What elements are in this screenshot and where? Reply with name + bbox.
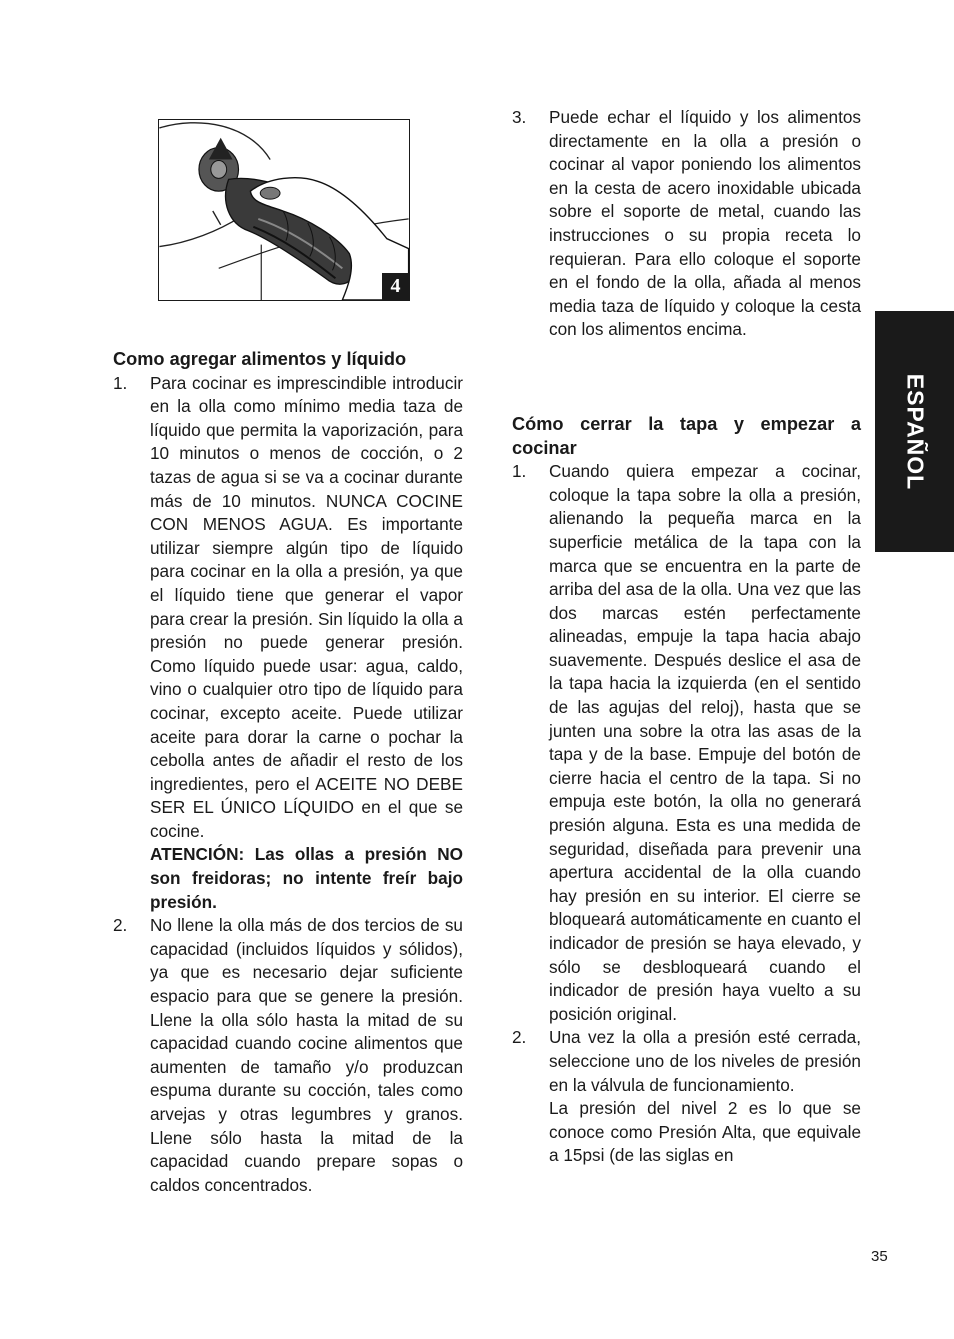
add-food-steps [113, 372, 463, 1198]
step-number: 2. [512, 1027, 527, 1048]
page-number: 35 [871, 1248, 888, 1265]
language-tab-label: ESPAÑOL [902, 373, 928, 490]
step-text: Puede echar el líquido y los alimentos directamente en la olla a presión o cocinar al vapor poniendo los alimentos en la cesta de acero inoxidable ubicada sobre el soporte de metal, cuando las instrucciones o su propia receta lo requieran. Para ello coloque el soporte en el fondo de la olla, añada al menos media taza de líquido y coloque la cesta con los alimentos encima. [549, 107, 861, 340]
right-column [512, 106, 861, 1168]
language-tab [875, 311, 954, 552]
step-extra-text: La presión del nivel 2 es lo que se conoce como Presión Alta, que equivale a 15psi (de las siglas en [549, 1098, 861, 1166]
step-number: 1. [512, 461, 527, 482]
left-column [113, 348, 463, 1197]
list-item [512, 1026, 861, 1168]
step-number: 1. [113, 372, 128, 393]
list-item [113, 372, 463, 915]
figure-number: 4 [382, 273, 409, 300]
step-number: 2. [113, 915, 128, 936]
step-text: Cuando quiera empezar a cocinar, coloque la tapa sobre la olla a presión, alienando la pequeña marca en la superficie metálica de la tapa con la marca que se encuentra en la parte de arriba del asa de la olla. Una vez que las dos marcas estén perfectamente alineadas, empuje la tapa hacia abajo suavemente. Después deslice el asa de la tapa hacia la izquierda (en el sentido de las agujas del reloj), hasta que se junten una sobre la otra las asas de la tapa y de la base. Empuje del botón de cierre hacia el centro de la tapa. Si no empuja este botón, la olla no generará presión alguna. Esta es una medida de seguridad, diseñada para prevenir una apertura accidental de la olla cuando hay presión en su interior. El cierre se bloqueará automáticamente en cuanto el indicador de presión se haya elevado, y sólo se desbloqueará cuando el indicador de presión haya vuelto a su posición original. [549, 461, 861, 1024]
warning-text: ATENCIÓN: Las ollas a presión NO son freidoras; no intente freír bajo presión. [150, 844, 463, 912]
section-heading-add-food: Como agregar alimentos y líquido [113, 349, 407, 369]
section-heading-close-lid: Cómo cerrar la tapa y empezar a cocinar [512, 413, 861, 458]
close-lid-steps [512, 460, 861, 1168]
list-item [512, 460, 861, 1026]
step-text: Para cocinar es imprescindible introducir en la olla como mínimo media taza de líquido que permita la vaporización, para 10 minutos o menos de cocción, o 2 tazas de agua si se va a cocinar durante más de 10 minutos. NUNCA COCINE CON MENOS AGUA. Es importante utilizar siempre algún tipo de líquido para cocinar en la olla a presión, ya que el líquido tiene que generar el vapor para crear la presión. Sin líquido la olla a presión no puede generar presión. Como líquido puede usar: agua, caldo, vino o cualquier otro tipo de líquido para cocinar, excepto aceite. Puede utilizar aceite para dorar la carne o pochar la cebolla antes de añadir el resto de los ingredientes, pero el ACEITE NO DEBE SER EL ÚNICO LÍQUIDO en el que se cocine. [150, 372, 463, 841]
step-number: 3. [512, 107, 527, 127]
pressure-cooker-handle-illustration [159, 120, 409, 300]
list-item [113, 914, 463, 1197]
step-text: No llene la olla más de dos tercios de su capacidad (incluidos líquidos y sólidos), ya que es necesario dejar suficiente espacio para que se genere la presión. Llene la olla sólo hasta la mitad de su capacidad cuando cocine alimentos que aumenten de tamaño y/o produzcan espuma durante su cocción, tales como arvejas y otras legumbres y granos. Llene sólo hasta la mitad de la capacidad cuando prepare sopas o caldos concentrados. [150, 915, 463, 1195]
figure-4-illustration [158, 119, 410, 301]
list-item [512, 106, 861, 342]
add-food-steps-continued [512, 106, 861, 342]
step-text: Una vez la olla a presión esté cerrada, seleccione uno de los niveles de presión en la válvula de funcionamiento. [549, 1027, 861, 1095]
